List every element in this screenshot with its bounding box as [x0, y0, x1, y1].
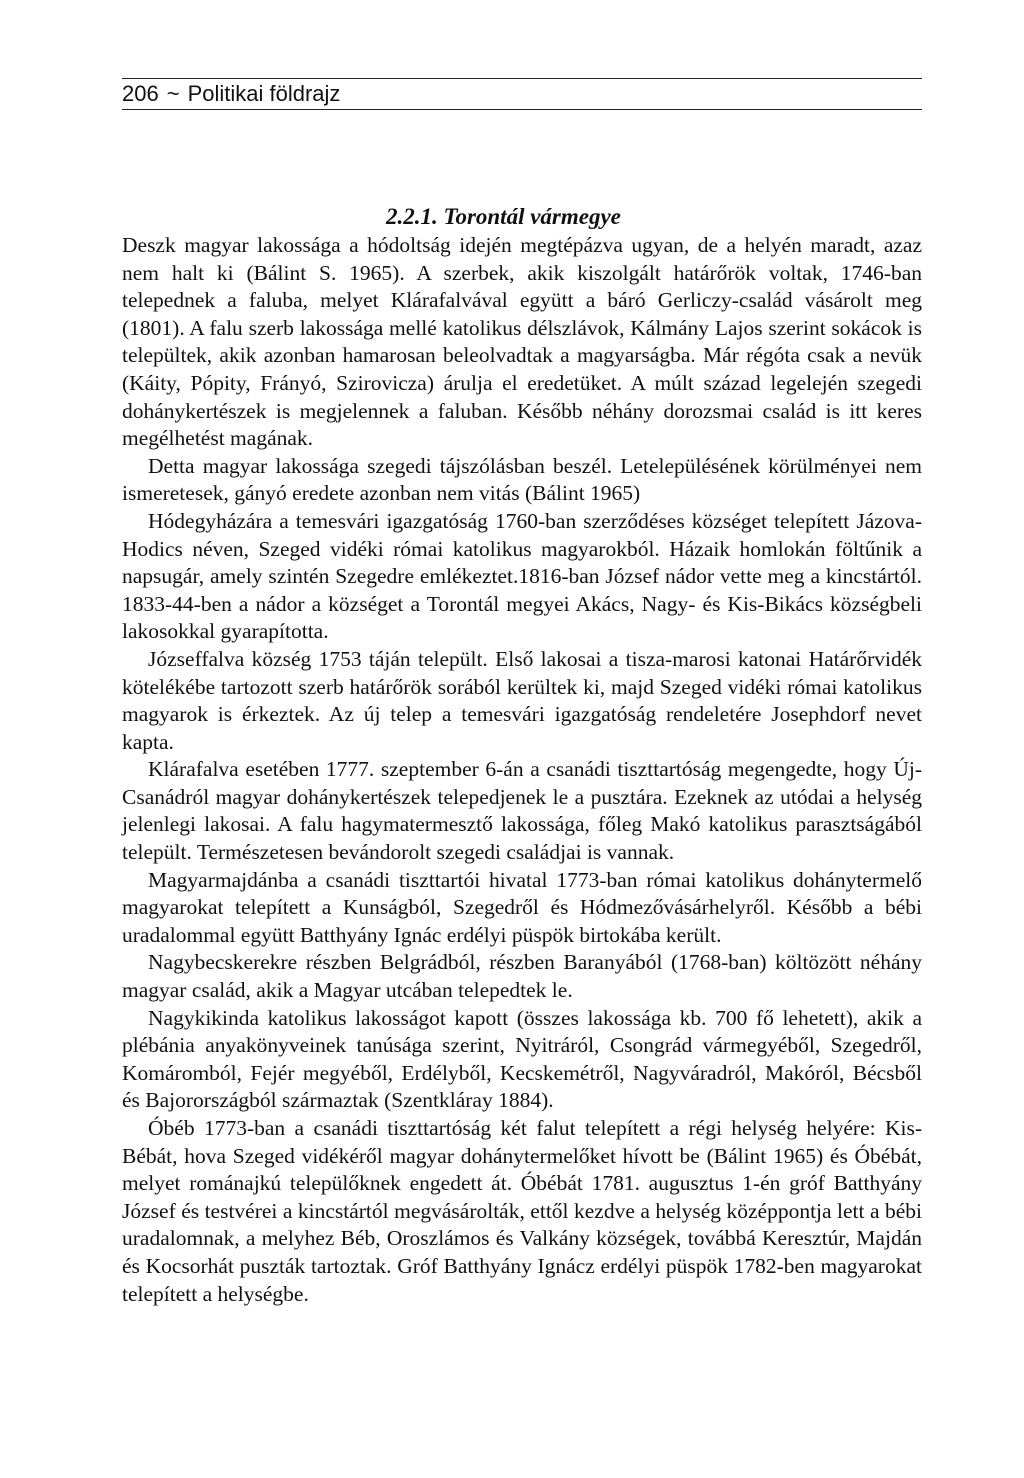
body-text — [122, 232, 922, 1308]
section-number: 2.2.1. — [386, 204, 438, 229]
paragraph-nagybecskerek: Nagybecskerekre részben Belgrádból, részben Baranyából (1768-ban) költözött néhány magyar család, akik a Magyar utcában telepedtek le. — [122, 950, 922, 1003]
header-rule-top — [122, 78, 922, 79]
book-page — [122, 60, 922, 1308]
page-number: 206 — [122, 81, 159, 106]
paragraph-obeb: Óbéb 1773-ban a csanádi tiszttartóság két falut telepített a régi helység helyére: Kis-Bébát, hova Szeged vidékéről magyar dohánytermelőket hívott be (Bálint 1965) és Óbébát, melyet románajkú települőknek engedett át. Óbébát 1781. augusztus 1-én gróf Batthyány József és testvérei a kincstártól megvásárolták, ettől kezdve a helység középpontja lett a bébi uradalomnak, a melyhez Béb, Oroszlámos és Valkány községek, továbbá Keresztúr, Majdán és Kocsorhát puszták tartoztak. Gróf Batthyány Ignácz erdélyi püspök 1782-ben magyarokat telepített a helységbe. — [122, 1116, 922, 1306]
paragraph-detta: Detta magyar lakossága szegedi tájszólásban beszél. Letelepülésének körülményei nem ismeretesek, gányó eredete azonban nem vitás (Bálint 1965) — [122, 453, 922, 506]
paragraph-jozseffalva: Józseffalva község 1753 táján települt. Első lakosai a tisza-marosi katonai Határőrvidék kötelékébe tartozott szerb határőrök sorából kerültek ki, majd Szeged vidéki római katolikus magyarok is érkeztek. Az új telep a temesvári igazgatóság rendeletére Josephdorf nevet kapta. — [122, 646, 922, 754]
paragraph-deszk: Deszk magyar lakossága a hódoltság idején megtépázva ugyan, de a helyén maradt, azaz nem halt ki (Bálint S. 1965). A szerbek, akik kiszolgált határőrök voltak, 1746-ban telepednek a faluba, melyet Klárafalvával együtt a báró Gerliczy-család vásárolt meg (1801). A falu szerb lakossága mellé katolikus délszlávok, Kálmány Lajos szerint sokácok is települtek, akik azonban hamarosan beleolvadtak a magyarságba. Már régóta csak a nevük (Káity, Pópity, Frányó, Szirovicza) árulja el eredetüket. A múlt század legelején szegedi dohánykertészek is megjelennek a faluban. Később néhány dorozsmai család is itt keres megélhetést magának. — [122, 233, 922, 451]
paragraph-magyarmajdan: Magyarmajdánba a csanádi tiszttartói hivatal 1773-ban római katolikus dohánytermelő magyarokat telepített a Kunságból, Szegedről és Hódmezővásárhelyről. Később a bébi uradalommal együtt Batthyány Ignác erdélyi püspök birtokába került. — [122, 867, 922, 947]
paragraph-nagykikinda: Nagykikinda katolikus lakosságot kapott (összes lakossága kb. 700 fő lehetett), akik a plébánia anyakönyveinek tanúsága szerint, Nyitráról, Csongrád vármegyéből, Szegedről, Komáromból, Fejér megyéből, Erdélyből, Kecskemétről, Nagyváradról, Makóról, Bécsből és Bajorországból származtak (Szentkláray 1884). — [122, 1005, 922, 1113]
running-title: Politikai földrajz — [187, 81, 341, 106]
running-header — [122, 60, 922, 106]
header-line — [122, 80, 340, 108]
section-heading — [122, 204, 922, 230]
header-separator: ~ — [166, 81, 180, 106]
header-rule-bottom — [122, 109, 922, 110]
paragraph-hodegyhaza: Hódegyházára a temesvári igazgatóság 1760-ban szerződéses községet telepített Jázova-Hodics néven, Szeged vidéki római katolikus magyarokból. Házaik homlokán föltűnik a napsugár, amely szintén Szegedre emlékeztet.1816-ban József nádor vette meg a kincstártól. 1833-44-ben a nádor a községet a Torontál megyei Akács, Nagy- és Kis-Bikács községbeli lakosokkal gyarapította. — [122, 508, 922, 644]
paragraph-klarafalva: Klárafalva esetében 1777. szeptember 6-án a csanádi tiszttartóság megengedte, hogy Új-Csanádról magyar dohánykertészek telepedjenek le a pusztára. Ezeknek az utódai a helység jelenlegi lakosai. A falu hagymatermesztő lakossága, főleg Makó katolikus parasztságából települt. Természetesen bevándorolt szegedi családjai is vannak. — [122, 757, 922, 865]
section-title: Torontál vármegye — [443, 204, 621, 229]
